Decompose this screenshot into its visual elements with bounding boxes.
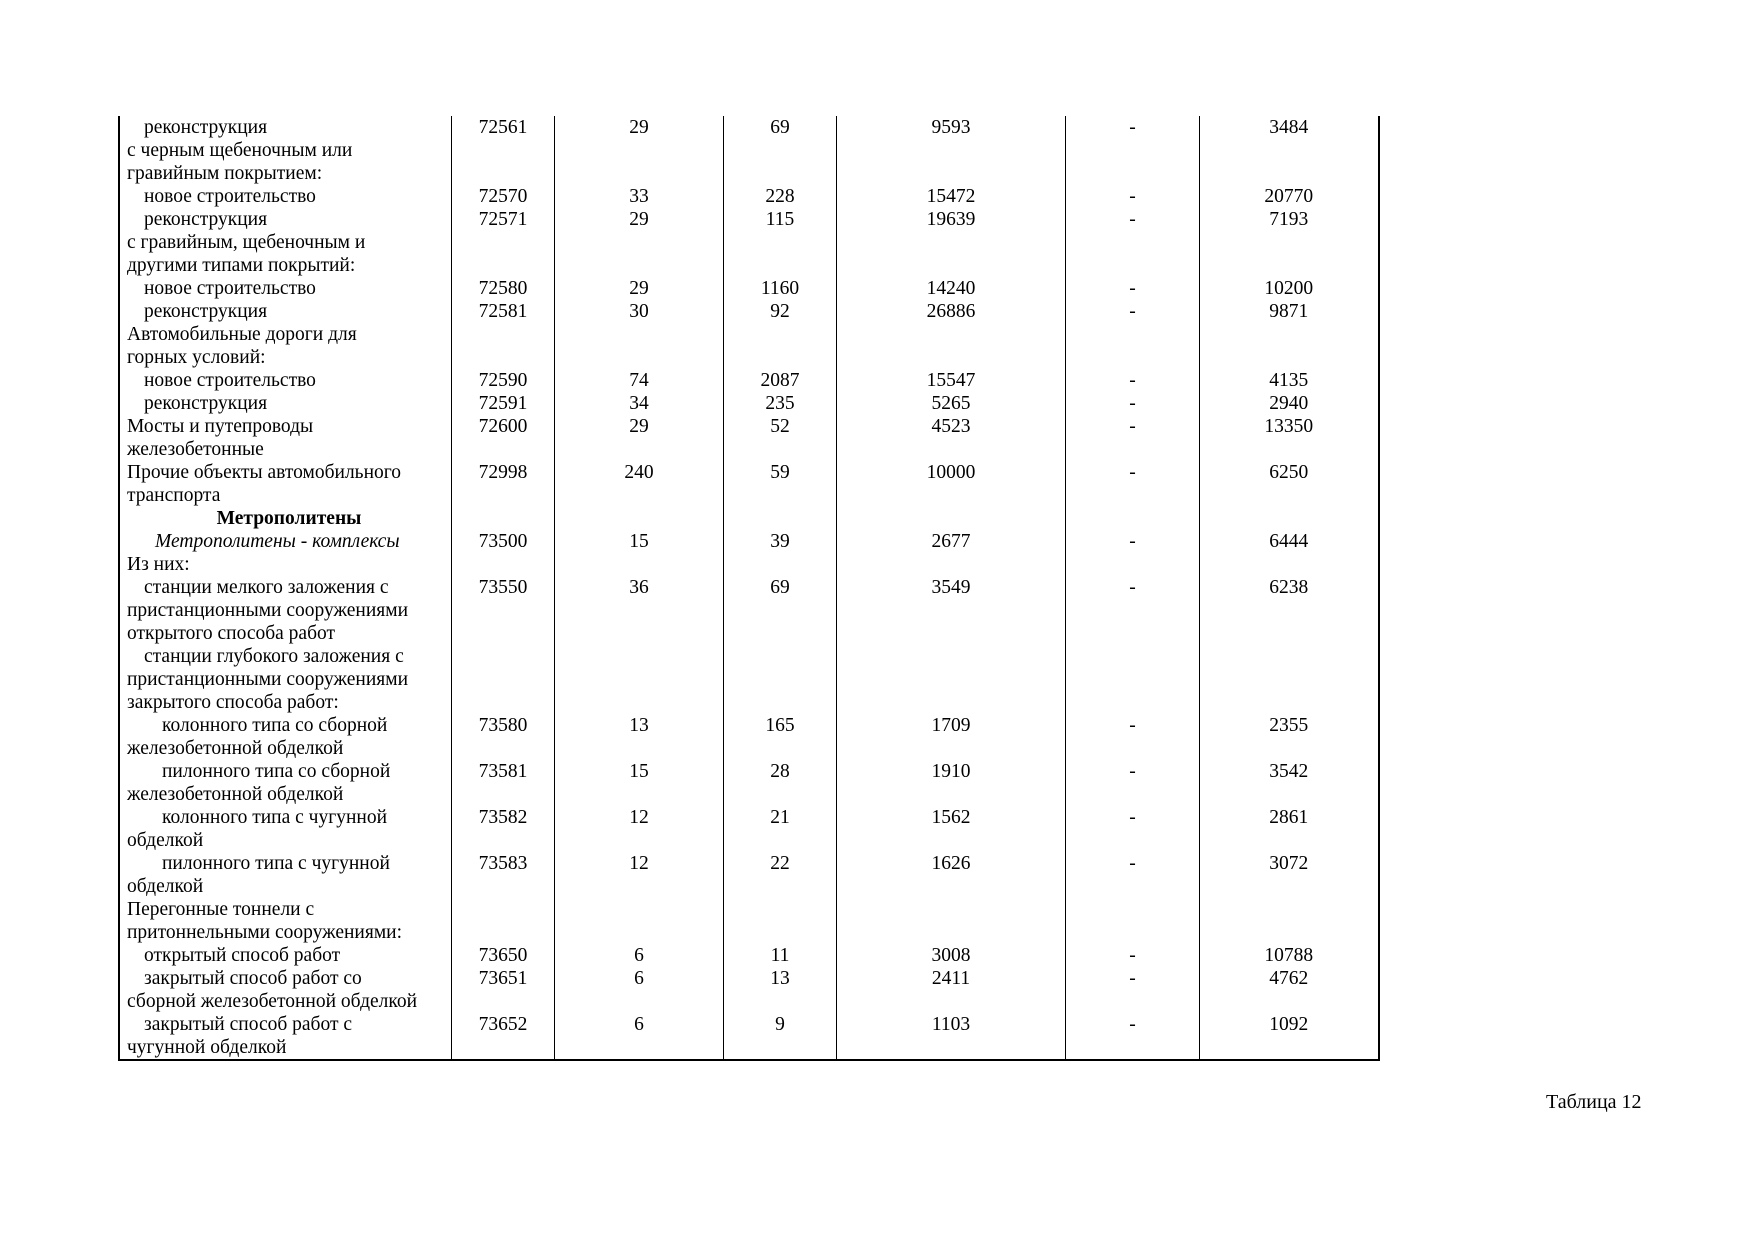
- value-cell-col-3: 115: [724, 208, 837, 231]
- row-label-cell: [119, 231, 452, 277]
- row-label-line: Прочие объекты автомобильного: [127, 462, 402, 483]
- value-cell-col-1: 72561: [452, 116, 555, 139]
- value-cell-col-3: 92: [724, 300, 837, 323]
- value-cell-col-4: 19639: [837, 208, 1066, 231]
- row-label-cell: [119, 898, 452, 944]
- row-label-line: другими типами покрытий:: [127, 255, 356, 276]
- value-cell-col-4: 3008: [837, 944, 1066, 967]
- row-label-line: новое строительство: [144, 278, 316, 299]
- value-cell-col-4: 2411: [837, 967, 1066, 1013]
- row-label-line: железобетонной обделкой: [127, 738, 344, 759]
- value-cell-col-5: -: [1066, 967, 1200, 1013]
- row-label-cell: [119, 806, 452, 852]
- value-cell-col-2: 30: [555, 300, 724, 323]
- row-label-cell: [119, 185, 452, 208]
- value-cell-col-4: 15547: [837, 369, 1066, 392]
- row-label-line: закрытый способ работ с: [144, 1014, 353, 1035]
- value-cell-col-4: [837, 139, 1066, 185]
- value-cell-col-2: [555, 139, 724, 185]
- value-cell-col-3: 22: [724, 852, 837, 898]
- value-cell-col-6: 6238: [1200, 576, 1379, 645]
- table-row: [119, 806, 1379, 852]
- value-cell-col-2: 12: [555, 852, 724, 898]
- value-cell-col-6: 3484: [1200, 116, 1379, 139]
- row-label-cell: [119, 1013, 452, 1060]
- row-label-cell: [119, 760, 452, 806]
- value-cell-col-4: 1910: [837, 760, 1066, 806]
- value-cell-col-1: 72600: [452, 415, 555, 461]
- value-cell-col-5: -: [1066, 185, 1200, 208]
- value-cell-col-6: 13350: [1200, 415, 1379, 461]
- value-cell-col-6: [1200, 507, 1379, 530]
- row-label-cell: [119, 714, 452, 760]
- value-cell-col-5: -: [1066, 1013, 1200, 1060]
- row-label-cell: [119, 139, 452, 185]
- row-label-line: новое строительство: [144, 186, 316, 207]
- table-row: [119, 323, 1379, 369]
- row-label-cell: [119, 116, 452, 139]
- row-label-line: Метрополитены - комплексы: [155, 531, 400, 552]
- row-label-line: станции мелкого заложения с: [144, 577, 389, 598]
- row-label-cell: [119, 645, 452, 714]
- value-cell-col-2: 36: [555, 576, 724, 645]
- value-cell-col-3: [724, 139, 837, 185]
- value-cell-col-1: 72998: [452, 461, 555, 507]
- value-cell-col-4: [837, 898, 1066, 944]
- value-cell-col-2: 13: [555, 714, 724, 760]
- value-cell-col-2: [555, 553, 724, 576]
- value-cell-col-3: [724, 898, 837, 944]
- value-cell-col-1: 73650: [452, 944, 555, 967]
- value-cell-col-1: 73583: [452, 852, 555, 898]
- value-cell-col-5: -: [1066, 944, 1200, 967]
- row-label-cell: [119, 300, 452, 323]
- row-label-line: транспорта: [127, 485, 221, 506]
- row-label-line: с гравийным, щебеночным и: [127, 232, 366, 253]
- table-row: [119, 139, 1379, 185]
- value-cell-col-3: 59: [724, 461, 837, 507]
- value-cell-col-1: [452, 645, 555, 714]
- row-label-line: притоннельными сооружениями:: [127, 922, 403, 943]
- value-cell-col-6: 3542: [1200, 760, 1379, 806]
- value-cell-col-4: 4523: [837, 415, 1066, 461]
- value-cell-col-6: 2355: [1200, 714, 1379, 760]
- value-cell-col-5: -: [1066, 369, 1200, 392]
- table-row: [119, 760, 1379, 806]
- value-cell-col-1: 72570: [452, 185, 555, 208]
- value-cell-col-1: 73500: [452, 530, 555, 553]
- value-cell-col-1: 72571: [452, 208, 555, 231]
- value-cell-col-6: [1200, 645, 1379, 714]
- value-cell-col-4: [837, 645, 1066, 714]
- value-cell-col-5: -: [1066, 806, 1200, 852]
- value-cell-col-2: 12: [555, 806, 724, 852]
- value-cell-col-3: 235: [724, 392, 837, 415]
- value-cell-col-2: 6: [555, 944, 724, 967]
- value-cell-col-5: -: [1066, 576, 1200, 645]
- value-cell-col-3: 21: [724, 806, 837, 852]
- row-label-line: чугунной обделкой: [127, 1037, 287, 1058]
- value-cell-col-3: 11: [724, 944, 837, 967]
- value-cell-col-5: -: [1066, 461, 1200, 507]
- value-cell-col-1: [452, 323, 555, 369]
- row-label-cell: [119, 323, 452, 369]
- row-label-line: реконструкция: [144, 393, 268, 414]
- value-cell-col-4: [837, 231, 1066, 277]
- value-cell-col-5: -: [1066, 760, 1200, 806]
- value-cell-col-3: 1160: [724, 277, 837, 300]
- value-cell-col-6: 2861: [1200, 806, 1379, 852]
- value-cell-col-1: 73550: [452, 576, 555, 645]
- row-label-line: Автомобильные дороги для: [127, 324, 357, 345]
- row-label-cell: [119, 369, 452, 392]
- value-cell-col-5: -: [1066, 852, 1200, 898]
- row-label-line: пилонного типа с чугунной: [162, 853, 390, 874]
- row-label-line: реконструкция: [144, 117, 268, 138]
- value-cell-col-6: 10200: [1200, 277, 1379, 300]
- row-label-line: открытый способ работ: [144, 945, 341, 966]
- value-cell-col-6: [1200, 231, 1379, 277]
- table-row: [119, 645, 1379, 714]
- value-cell-col-3: [724, 645, 837, 714]
- value-cell-col-2: 15: [555, 530, 724, 553]
- value-cell-col-3: 228: [724, 185, 837, 208]
- value-cell-col-1: 73652: [452, 1013, 555, 1060]
- value-cell-col-2: 29: [555, 208, 724, 231]
- value-cell-col-5: -: [1066, 530, 1200, 553]
- table-row: [119, 461, 1379, 507]
- row-label-line: реконструкция: [144, 209, 268, 230]
- row-label-cell: [119, 507, 452, 530]
- value-cell-col-6: 1092: [1200, 1013, 1379, 1060]
- row-label-line: новое строительство: [144, 370, 316, 391]
- value-cell-col-2: 34: [555, 392, 724, 415]
- value-cell-col-5: -: [1066, 392, 1200, 415]
- value-cell-col-6: 10788: [1200, 944, 1379, 967]
- row-label-cell: [119, 944, 452, 967]
- value-cell-col-5: [1066, 139, 1200, 185]
- value-cell-col-3: [724, 553, 837, 576]
- row-label-line: железобетонной обделкой: [127, 784, 344, 805]
- row-label-line: сборной железобетонной обделкой: [127, 991, 418, 1012]
- value-cell-col-3: 13: [724, 967, 837, 1013]
- value-cell-col-1: [452, 553, 555, 576]
- table-row: [119, 553, 1379, 576]
- value-cell-col-2: [555, 645, 724, 714]
- table-row: [119, 116, 1379, 139]
- row-label-line: Метрополитены: [216, 508, 362, 529]
- table-row: [119, 507, 1379, 530]
- table-row: [119, 300, 1379, 323]
- value-cell-col-6: 7193: [1200, 208, 1379, 231]
- table-number-label: Таблица 12: [1546, 1091, 1642, 1113]
- value-cell-col-1: [452, 898, 555, 944]
- value-cell-col-5: [1066, 323, 1200, 369]
- value-cell-col-2: 29: [555, 277, 724, 300]
- value-cell-col-1: 73651: [452, 967, 555, 1013]
- row-label-line: закрытый способ работ со: [144, 968, 362, 989]
- value-cell-col-5: -: [1066, 714, 1200, 760]
- value-cell-col-6: [1200, 553, 1379, 576]
- row-label-line: колонного типа с чугунной: [162, 807, 388, 828]
- data-table: [118, 116, 1380, 1061]
- value-cell-col-4: 1562: [837, 806, 1066, 852]
- row-label-cell: [119, 277, 452, 300]
- table-row: [119, 967, 1379, 1013]
- value-cell-col-2: 240: [555, 461, 724, 507]
- value-cell-col-3: [724, 323, 837, 369]
- value-cell-col-4: 3549: [837, 576, 1066, 645]
- row-label-cell: [119, 530, 452, 553]
- table-row: [119, 1013, 1379, 1060]
- value-cell-col-3: [724, 231, 837, 277]
- table-row: [119, 392, 1379, 415]
- table-row: [119, 369, 1379, 392]
- value-cell-col-1: [452, 231, 555, 277]
- value-cell-col-1: [452, 507, 555, 530]
- value-cell-col-5: [1066, 507, 1200, 530]
- value-cell-col-3: 69: [724, 576, 837, 645]
- value-cell-col-4: 1626: [837, 852, 1066, 898]
- value-cell-col-2: 29: [555, 415, 724, 461]
- value-cell-col-3: [724, 507, 837, 530]
- value-cell-col-1: [452, 139, 555, 185]
- value-cell-col-6: 9871: [1200, 300, 1379, 323]
- row-label-line: открытого способа работ: [127, 623, 336, 644]
- value-cell-col-5: -: [1066, 208, 1200, 231]
- value-cell-col-4: 2677: [837, 530, 1066, 553]
- value-cell-col-1: 72590: [452, 369, 555, 392]
- row-label-cell: [119, 415, 452, 461]
- value-cell-col-2: 6: [555, 1013, 724, 1060]
- row-label-cell: [119, 967, 452, 1013]
- row-label-line: закрытого способа работ:: [127, 692, 339, 713]
- value-cell-col-6: 6250: [1200, 461, 1379, 507]
- value-cell-col-5: -: [1066, 415, 1200, 461]
- value-cell-col-1: 73580: [452, 714, 555, 760]
- value-cell-col-4: [837, 553, 1066, 576]
- value-cell-col-6: 2940: [1200, 392, 1379, 415]
- value-cell-col-5: [1066, 231, 1200, 277]
- value-cell-col-1: 73581: [452, 760, 555, 806]
- value-cell-col-2: [555, 507, 724, 530]
- row-label-line: реконструкция: [144, 301, 268, 322]
- value-cell-col-6: 4135: [1200, 369, 1379, 392]
- value-cell-col-6: 4762: [1200, 967, 1379, 1013]
- value-cell-col-1: 72581: [452, 300, 555, 323]
- value-cell-col-2: 6: [555, 967, 724, 1013]
- value-cell-col-2: [555, 898, 724, 944]
- value-cell-col-4: 10000: [837, 461, 1066, 507]
- value-cell-col-2: 33: [555, 185, 724, 208]
- value-cell-col-6: [1200, 898, 1379, 944]
- value-cell-col-1: 73582: [452, 806, 555, 852]
- value-cell-col-3: 28: [724, 760, 837, 806]
- row-label-cell: [119, 852, 452, 898]
- data-table-wrapper: [118, 116, 1380, 1061]
- value-cell-col-5: -: [1066, 277, 1200, 300]
- value-cell-col-3: 9: [724, 1013, 837, 1060]
- value-cell-col-3: 39: [724, 530, 837, 553]
- value-cell-col-5: [1066, 645, 1200, 714]
- table-row: [119, 185, 1379, 208]
- table-row: [119, 944, 1379, 967]
- value-cell-col-2: 74: [555, 369, 724, 392]
- row-label-line: станции глубокого заложения с: [144, 646, 404, 667]
- value-cell-col-3: 165: [724, 714, 837, 760]
- row-label-line: Мосты и путепроводы: [127, 416, 314, 437]
- row-label-line: с черным щебеночным или: [127, 140, 353, 161]
- value-cell-col-1: 72580: [452, 277, 555, 300]
- row-label-line: колонного типа со сборной: [162, 715, 388, 736]
- table-row: [119, 530, 1379, 553]
- table-row: [119, 714, 1379, 760]
- value-cell-col-3: 52: [724, 415, 837, 461]
- table-row: [119, 415, 1379, 461]
- row-label-line: обделкой: [127, 830, 204, 851]
- value-cell-col-2: [555, 323, 724, 369]
- row-label-line: пристанционными сооружениями: [127, 669, 408, 690]
- table-row: [119, 208, 1379, 231]
- row-label-line: железобетонные: [127, 439, 264, 460]
- value-cell-col-6: [1200, 139, 1379, 185]
- value-cell-col-6: 6444: [1200, 530, 1379, 553]
- row-label-line: горных условий:: [127, 347, 266, 368]
- table-row: [119, 898, 1379, 944]
- value-cell-col-5: [1066, 898, 1200, 944]
- value-cell-col-5: -: [1066, 116, 1200, 139]
- row-label-line: гравийным покрытием:: [127, 163, 323, 184]
- row-label-line: Из них:: [127, 554, 190, 575]
- table-row: [119, 277, 1379, 300]
- row-label-line: пристанционными сооружениями: [127, 600, 408, 621]
- table-body: [119, 116, 1379, 1060]
- table-row: [119, 576, 1379, 645]
- value-cell-col-4: 15472: [837, 185, 1066, 208]
- value-cell-col-4: 26886: [837, 300, 1066, 323]
- value-cell-col-5: -: [1066, 300, 1200, 323]
- row-label-cell: [119, 553, 452, 576]
- row-label-line: Перегонные тоннели с: [127, 899, 315, 920]
- value-cell-col-6: 20770: [1200, 185, 1379, 208]
- value-cell-col-2: [555, 231, 724, 277]
- value-cell-col-4: 9593: [837, 116, 1066, 139]
- value-cell-col-5: [1066, 553, 1200, 576]
- table-row: [119, 231, 1379, 277]
- value-cell-col-4: 1103: [837, 1013, 1066, 1060]
- value-cell-col-6: [1200, 323, 1379, 369]
- value-cell-col-2: 15: [555, 760, 724, 806]
- value-cell-col-1: 72591: [452, 392, 555, 415]
- value-cell-col-3: 2087: [724, 369, 837, 392]
- row-label-cell: [119, 461, 452, 507]
- row-label-line: обделкой: [127, 876, 204, 897]
- row-label-line: пилонного типа со сборной: [162, 761, 391, 782]
- row-label-cell: [119, 576, 452, 645]
- value-cell-col-4: 5265: [837, 392, 1066, 415]
- row-label-cell: [119, 392, 452, 415]
- value-cell-col-4: [837, 323, 1066, 369]
- value-cell-col-4: [837, 507, 1066, 530]
- value-cell-col-6: 3072: [1200, 852, 1379, 898]
- row-label-cell: [119, 208, 452, 231]
- value-cell-col-2: 29: [555, 116, 724, 139]
- value-cell-col-4: 14240: [837, 277, 1066, 300]
- value-cell-col-3: 69: [724, 116, 837, 139]
- table-row: [119, 852, 1379, 898]
- value-cell-col-4: 1709: [837, 714, 1066, 760]
